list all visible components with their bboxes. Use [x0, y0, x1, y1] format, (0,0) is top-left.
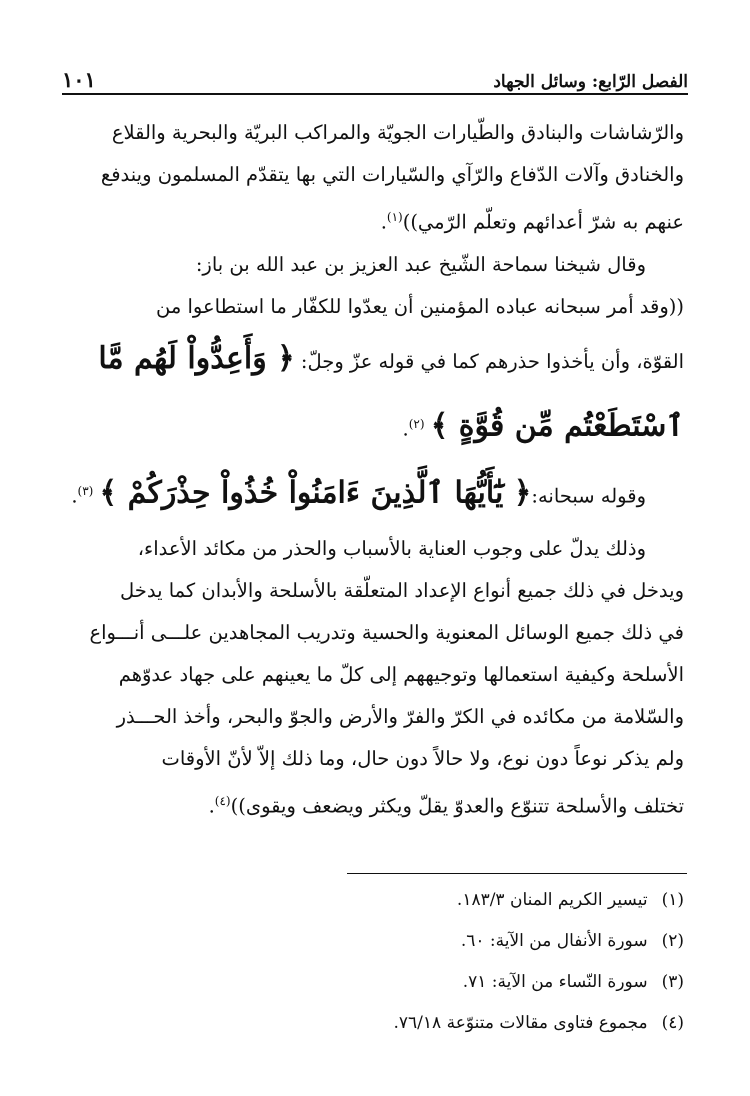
text-line: [66, 196, 684, 244]
text-line: ((وقد أمر سبحانه عباده المؤمنين أن يعدّوا للكفّار ما استطاعوا من: [156, 294, 684, 318]
quran-verse: ﴿ وَأَعِدُّواْ لَهُم مَّا: [98, 340, 295, 376]
text-line: والسّلامة من مكائده في الكرّ والفرّ والأرض والجوّ والبحر، وأخذ الحـــذر: [116, 704, 684, 728]
footnote-separator: [347, 873, 687, 874]
punctuation: .: [402, 417, 409, 440]
running-header: [62, 58, 688, 92]
chapter-title: الفصل الرّابع: وسائل الجهاد: [493, 72, 688, 92]
footnote-item: [66, 880, 684, 921]
footnote-item: [66, 921, 684, 962]
text-line: [66, 328, 684, 393]
quran-verse: ﴿ يَٰٓأَيُّهَا ٱلَّذِينَ ءَامَنُواْ خُذُواْ حِذْرَكُمْ ﴾: [99, 475, 532, 511]
footnote-ref: (٢): [408, 416, 425, 431]
text-line: الأسلحة وكيفية استعمالها وتوجيههم إلى كلّ ما يعينهم على جهاد عدوّهم: [118, 662, 684, 686]
footnote-text: مجموع فتاوى مقالات متنوّعة ٧٦/١٨.: [393, 1013, 648, 1033]
text-line: في ذلك جميع الوسائل المعنوية والحسية وتدريب المجاهدين علـــى أنـــواع: [89, 620, 684, 644]
footnote-number: (٤): [661, 1013, 684, 1033]
punctuation: .: [208, 794, 215, 817]
text-line: ولم يذكر نوعاً دون نوع، ولا حالاً دون حال، وما ذلك إلاّ لأنّ الأوقات: [161, 746, 684, 770]
quran-verse: ٱسْتَطَعْتُم مِّن قُوَّةٍ ﴾: [430, 408, 684, 443]
text-run: عنهم به شرّ أعدائهم وتعلّم الرّمي)): [402, 210, 684, 234]
footnote-ref: (١): [386, 210, 403, 224]
text-line: ويدخل في ذلك جميع أنواع الإعداد المتعلّقة بالأسلحة والأبدان كما يدخل: [120, 578, 684, 602]
footnotes: [66, 880, 684, 1044]
text-run: وقوله سبحانه:: [531, 484, 646, 508]
text-line: وذلك يدلّ على وجوب العناية بالأسباب والحذر من مكائد الأعداء،: [137, 536, 646, 560]
footnote-ref: (٤): [214, 793, 231, 808]
footnote-number: (٣): [661, 972, 684, 992]
header-rule: [62, 93, 688, 95]
text-line: والخنادق وآلات الدّفاع والرّآي والسّيارات التي بها يتقدّم المسلمون ويندفع: [100, 163, 684, 186]
text-line: والرّشاشات والبنادق والطّيارات الجويّة والمراكب البريّة والبحرية والقلاع: [111, 121, 684, 144]
footnote-number: (١): [661, 890, 684, 910]
text-line: [66, 780, 684, 828]
text-run: القوّة، وأن يأخذوا حذرهم كما في قوله عزّ وجلّ:: [300, 349, 684, 373]
text-line: [66, 393, 684, 461]
punctuation: .: [71, 484, 78, 508]
punctuation: .: [380, 210, 387, 234]
footnote-number: (٢): [661, 931, 684, 951]
footnote-item: [66, 1003, 684, 1044]
page-number: ١٠١: [62, 67, 96, 92]
main-text: [66, 112, 684, 827]
text-line: وقال شيخنا سماحة الشّيخ عبد العزيز بن عبد الله بن باز:: [195, 252, 646, 276]
footnote-text: سورة النّساء من الآية: ٧١.: [462, 972, 648, 992]
footnote-text: سورة الأنفال من الآية: ٦٠.: [460, 931, 648, 951]
text-line: [66, 460, 684, 528]
footnote-item: [66, 962, 684, 1003]
footnote-text: تيسير الكريم المنان ١٨٣/٣.: [456, 890, 648, 910]
footnote-ref: (٣): [77, 484, 94, 498]
text-run: تختلف والأسلحة تتنوّع والعدوّ يقلّ ويكثر ويضعف ويقوى)): [230, 794, 684, 817]
